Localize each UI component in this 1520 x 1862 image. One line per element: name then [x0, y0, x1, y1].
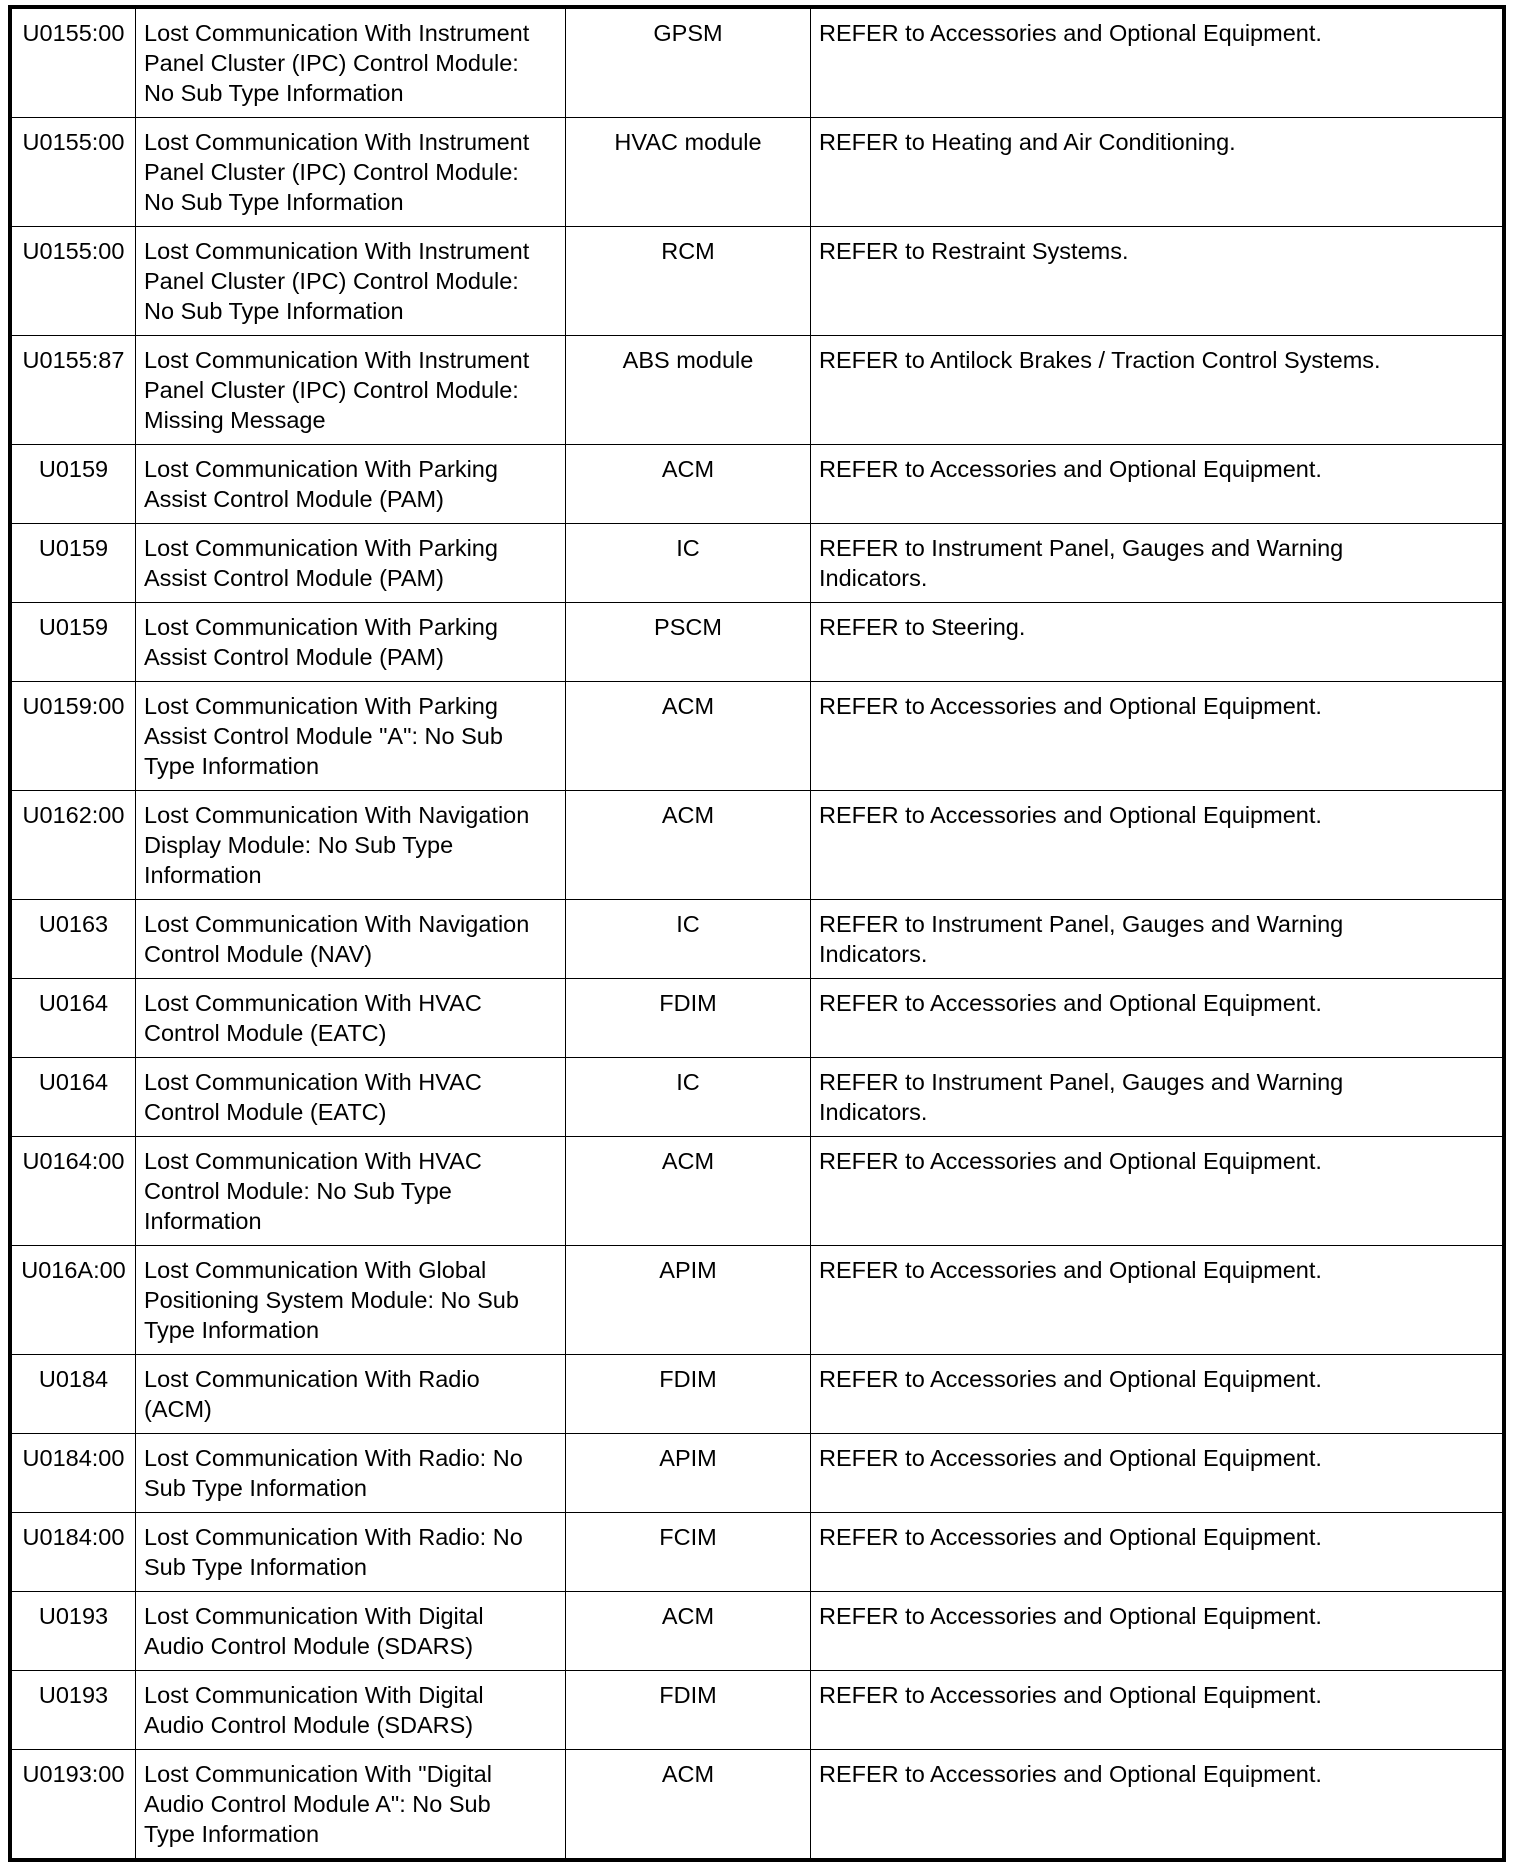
module-cell: IC: [566, 524, 811, 603]
description-cell: Lost Communication With HVAC Control Module: No Sub Type Information: [136, 1137, 566, 1246]
action-cell: REFER to Restraint Systems.: [811, 227, 1505, 336]
description-cell: Lost Communication With Digital Audio Control Module (SDARS): [136, 1671, 566, 1750]
description-cell: Lost Communication With "Digital Audio Control Module A": No Sub Type Information: [136, 1750, 566, 1861]
dtc-code-cell: U0193:00: [10, 1750, 136, 1861]
description-cell: Lost Communication With Parking Assist Control Module (PAM): [136, 603, 566, 682]
dtc-code-cell: U0164:00: [10, 1137, 136, 1246]
action-cell: REFER to Accessories and Optional Equipment.: [811, 1513, 1505, 1592]
action-cell: REFER to Accessories and Optional Equipment.: [811, 1246, 1505, 1355]
module-cell: ACM: [566, 682, 811, 791]
module-cell: FDIM: [566, 979, 811, 1058]
table-row: [10, 682, 1504, 791]
dtc-code-cell: U0155:00: [10, 7, 136, 118]
description-cell: Lost Communication With Digital Audio Control Module (SDARS): [136, 1592, 566, 1671]
module-cell: IC: [566, 1058, 811, 1137]
action-cell: REFER to Accessories and Optional Equipment.: [811, 1671, 1505, 1750]
dtc-code-cell: U0164: [10, 1058, 136, 1137]
dtc-code-cell: U0184:00: [10, 1513, 136, 1592]
dtc-code-cell: U0159:00: [10, 682, 136, 791]
dtc-code-cell: U0162:00: [10, 791, 136, 900]
dtc-code-cell: U0159: [10, 603, 136, 682]
description-cell: Lost Communication With Instrument Panel Cluster (IPC) Control Module: No Sub Type Information: [136, 227, 566, 336]
table-row: [10, 979, 1504, 1058]
description-cell: Lost Communication With Radio: No Sub Type Information: [136, 1513, 566, 1592]
action-cell: REFER to Heating and Air Conditioning.: [811, 118, 1505, 227]
table-row: [10, 1355, 1504, 1434]
dtc-code-cell: U0155:00: [10, 118, 136, 227]
dtc-table: [8, 5, 1506, 1862]
module-cell: ABS module: [566, 336, 811, 445]
description-cell: Lost Communication With Global Positioning System Module: No Sub Type Information: [136, 1246, 566, 1355]
dtc-code-cell: U0155:00: [10, 227, 136, 336]
module-cell: IC: [566, 900, 811, 979]
action-cell: REFER to Accessories and Optional Equipment.: [811, 445, 1505, 524]
description-cell: Lost Communication With HVAC Control Module (EATC): [136, 979, 566, 1058]
action-cell: REFER to Steering.: [811, 603, 1505, 682]
table-row: [10, 336, 1504, 445]
table-row: [10, 1137, 1504, 1246]
description-cell: Lost Communication With Instrument Panel Cluster (IPC) Control Module: No Sub Type Information: [136, 118, 566, 227]
dtc-code-cell: U0164: [10, 979, 136, 1058]
action-cell: REFER to Instrument Panel, Gauges and Warning Indicators.: [811, 524, 1505, 603]
dtc-code-cell: U0159: [10, 445, 136, 524]
module-cell: APIM: [566, 1246, 811, 1355]
table-row: [10, 1246, 1504, 1355]
table-row: [10, 524, 1504, 603]
description-cell: Lost Communication With Navigation Control Module (NAV): [136, 900, 566, 979]
table-row: [10, 791, 1504, 900]
module-cell: ACM: [566, 791, 811, 900]
dtc-code-cell: U0193: [10, 1671, 136, 1750]
description-cell: Lost Communication With HVAC Control Module (EATC): [136, 1058, 566, 1137]
module-cell: FCIM: [566, 1513, 811, 1592]
table-row: [10, 118, 1504, 227]
module-cell: APIM: [566, 1434, 811, 1513]
dtc-table-body: [10, 7, 1504, 1860]
action-cell: REFER to Instrument Panel, Gauges and Warning Indicators.: [811, 900, 1505, 979]
action-cell: REFER to Accessories and Optional Equipment.: [811, 682, 1505, 791]
description-cell: Lost Communication With Instrument Panel Cluster (IPC) Control Module: Missing Message: [136, 336, 566, 445]
module-cell: RCM: [566, 227, 811, 336]
description-cell: Lost Communication With Navigation Display Module: No Sub Type Information: [136, 791, 566, 900]
module-cell: PSCM: [566, 603, 811, 682]
table-row: [10, 1058, 1504, 1137]
description-cell: Lost Communication With Radio: No Sub Type Information: [136, 1434, 566, 1513]
action-cell: REFER to Accessories and Optional Equipment.: [811, 979, 1505, 1058]
action-cell: REFER to Accessories and Optional Equipment.: [811, 1434, 1505, 1513]
module-cell: ACM: [566, 1592, 811, 1671]
module-cell: ACM: [566, 1750, 811, 1861]
module-cell: HVAC module: [566, 118, 811, 227]
description-cell: Lost Communication With Instrument Panel Cluster (IPC) Control Module: No Sub Type Information: [136, 7, 566, 118]
description-cell: Lost Communication With Parking Assist Control Module (PAM): [136, 524, 566, 603]
table-row: [10, 1750, 1504, 1861]
dtc-code-cell: U0184:00: [10, 1434, 136, 1513]
module-cell: FDIM: [566, 1671, 811, 1750]
dtc-code-cell: U0163: [10, 900, 136, 979]
action-cell: REFER to Accessories and Optional Equipment.: [811, 7, 1505, 118]
action-cell: REFER to Accessories and Optional Equipment.: [811, 791, 1505, 900]
table-row: [10, 603, 1504, 682]
module-cell: ACM: [566, 445, 811, 524]
action-cell: REFER to Accessories and Optional Equipment.: [811, 1750, 1505, 1861]
module-cell: ACM: [566, 1137, 811, 1246]
table-row: [10, 1671, 1504, 1750]
action-cell: REFER to Accessories and Optional Equipment.: [811, 1355, 1505, 1434]
dtc-code-cell: U0184: [10, 1355, 136, 1434]
table-row: [10, 900, 1504, 979]
module-cell: FDIM: [566, 1355, 811, 1434]
table-row: [10, 1513, 1504, 1592]
action-cell: REFER to Accessories and Optional Equipment.: [811, 1592, 1505, 1671]
table-row: [10, 7, 1504, 118]
description-cell: Lost Communication With Radio (ACM): [136, 1355, 566, 1434]
table-row: [10, 445, 1504, 524]
action-cell: REFER to Accessories and Optional Equipment.: [811, 1137, 1505, 1246]
dtc-code-cell: U0159: [10, 524, 136, 603]
dtc-code-cell: U0155:87: [10, 336, 136, 445]
dtc-code-cell: U016A:00: [10, 1246, 136, 1355]
action-cell: REFER to Instrument Panel, Gauges and Warning Indicators.: [811, 1058, 1505, 1137]
description-cell: Lost Communication With Parking Assist Control Module (PAM): [136, 445, 566, 524]
module-cell: GPSM: [566, 7, 811, 118]
description-cell: Lost Communication With Parking Assist Control Module "A": No Sub Type Information: [136, 682, 566, 791]
table-row: [10, 1592, 1504, 1671]
action-cell: REFER to Antilock Brakes / Traction Control Systems.: [811, 336, 1505, 445]
table-row: [10, 227, 1504, 336]
dtc-code-cell: U0193: [10, 1592, 136, 1671]
table-row: [10, 1434, 1504, 1513]
